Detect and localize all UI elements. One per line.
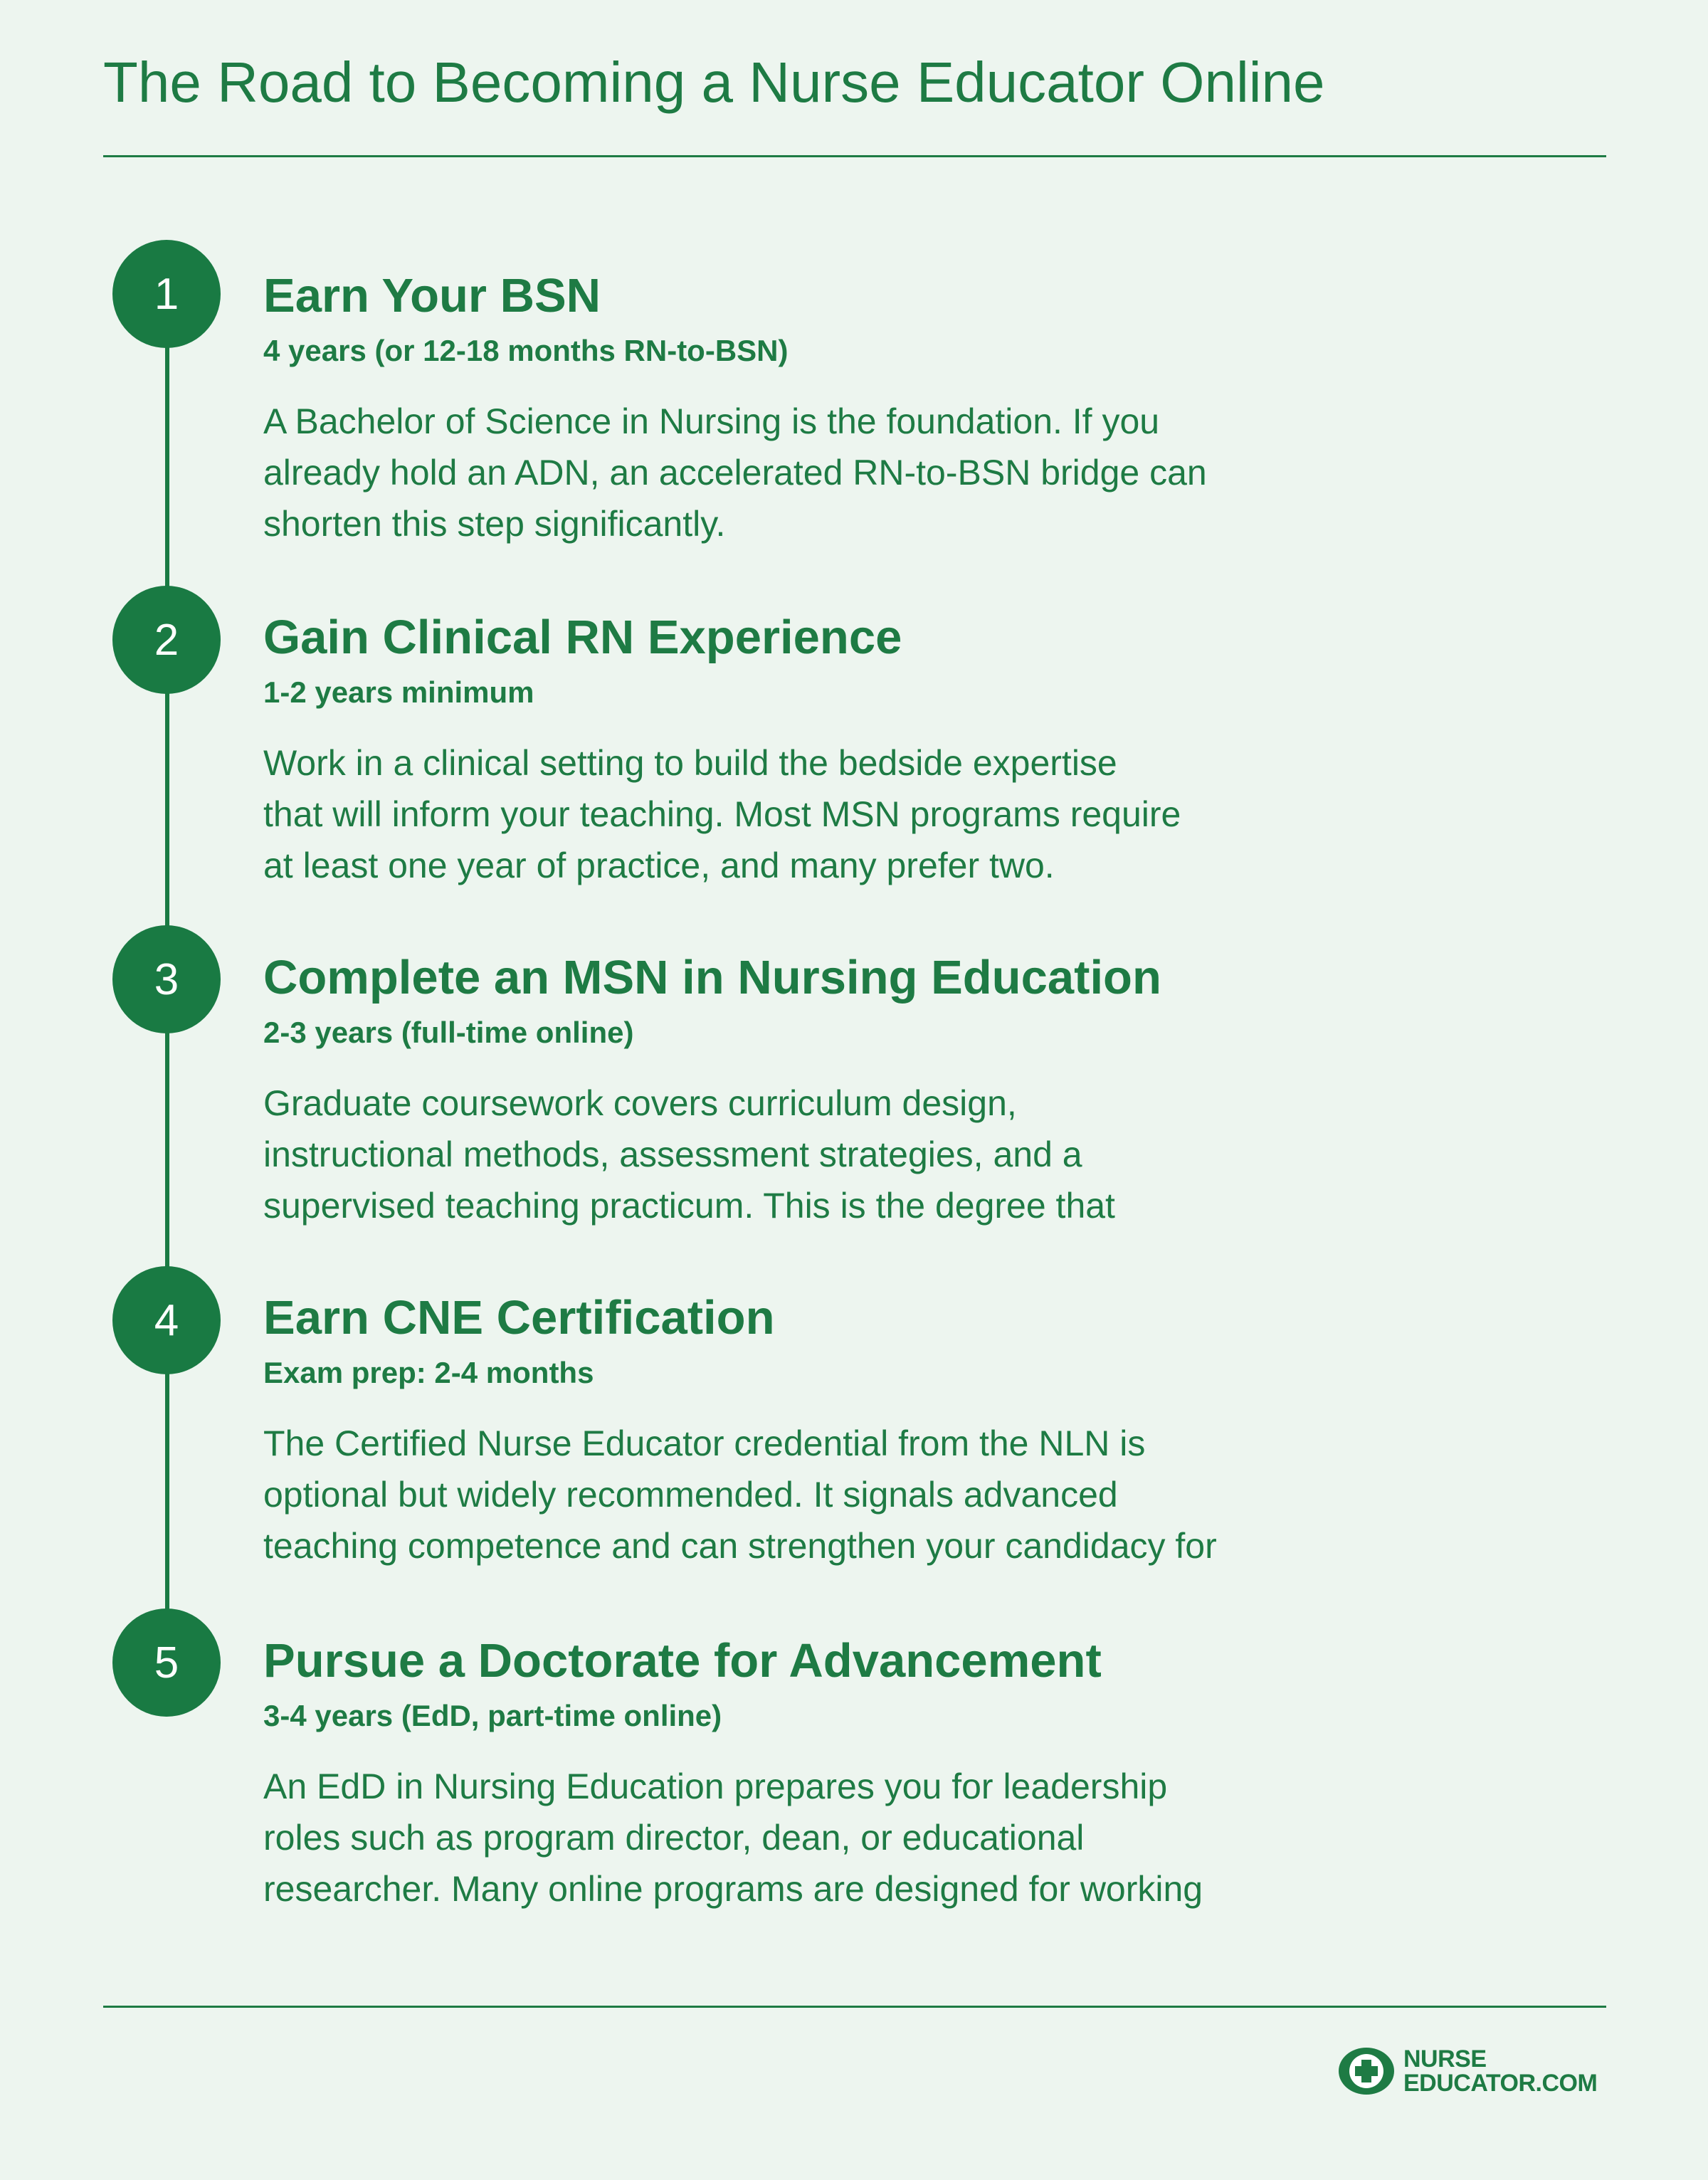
footer-divider [103,2006,1606,2008]
step-description-line: already hold an ADN, an accelerated RN-to-BSN bridge can [263,453,1207,493]
step-5 [263,1633,1416,1915]
step-description-line: An EdD in Nursing Education prepares you for leadership [263,1766,1168,1806]
step-description-line: shorten this step significantly. [263,504,726,544]
step-duration: 2-3 years (full-time online) [263,1016,634,1049]
step-description-line: Work in a clinical setting to build the bedside expertise [263,743,1117,783]
step-heading: Earn Your BSN [263,269,601,322]
step-description-line: teaching competence and can strengthen your candidacy for [263,1526,1217,1566]
step-4 [263,1290,1416,1571]
step-heading: Pursue a Doctorate for Advancement [263,1634,1102,1687]
logo-line: EDUCATOR.COM [1403,2070,1598,2097]
step-1 [263,268,1416,549]
step-number-badge: 2 [112,586,221,694]
step-number-badge: 4 [112,1266,221,1374]
step-heading: Complete an MSN in Nursing Education [263,951,1161,1004]
step-2 [263,609,1416,891]
step-duration: Exam prep: 2-4 months [263,1356,594,1389]
step-description-line: The Certified Nurse Educator credential from the NLN is [263,1423,1146,1463]
step-heading: Gain Clinical RN Experience [263,611,902,664]
step-3 [263,949,1416,1231]
step-description-line: Graduate coursework covers curriculum design, [263,1083,1017,1123]
site-logo [1338,2041,1597,2101]
step-description-line: supervised teaching practicum. This is the degree that [263,1186,1115,1226]
step-number-badge: 1 [112,240,221,348]
step-description-line: researcher. Many online programs are designed for working [263,1869,1203,1909]
step-number-badge: 5 [112,1608,221,1717]
medical-cross-icon [1338,2043,1395,2100]
page-title: The Road to Becoming a Nurse Educator Online [103,51,1325,114]
step-duration: 1-2 years minimum [263,675,534,709]
step-description-line: instructional methods, assessment strategies, and a [263,1134,1082,1174]
step-number-badge: 3 [112,925,221,1033]
step-description-line: A Bachelor of Science in Nursing is the foundation. If you [263,401,1160,441]
header-divider [103,155,1606,157]
step-duration: 3-4 years (EdD, part-time online) [263,1699,722,1732]
step-description [263,1418,1416,1571]
step-heading: Earn CNE Certification [263,1291,775,1344]
logo-wordmark [1403,2047,1597,2095]
step-description [263,1761,1416,1915]
step-description [263,1078,1416,1231]
step-description-line: that will inform your teaching. Most MSN programs require [263,794,1181,834]
step-description-line: roles such as program director, dean, or educational [263,1818,1085,1858]
step-duration: 4 years (or 12-18 months RN-to-BSN) [263,334,789,367]
step-description [263,396,1416,549]
logo-line: NURSE [1403,2045,1487,2073]
step-description-line: optional but widely recommended. It signals advanced [263,1475,1118,1515]
step-description [263,737,1416,891]
step-description-line: at least one year of practice, and many prefer two. [263,846,1055,885]
